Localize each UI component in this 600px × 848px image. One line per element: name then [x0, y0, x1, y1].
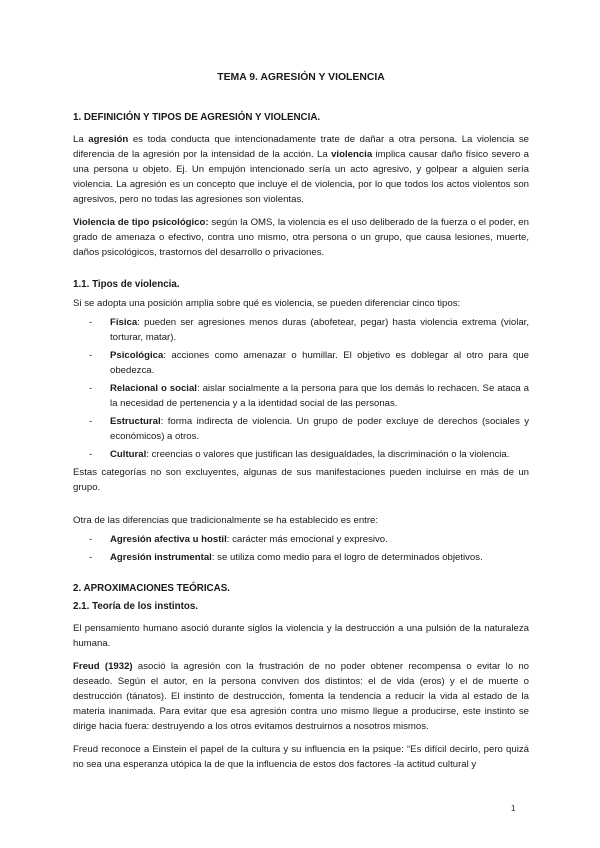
section-2-heading: 2. APROXIMACIONES TEÓRICAS.	[73, 583, 230, 594]
document-page	[73, 70, 529, 780]
list-item: - Cultural: creencias o valores que justifican las desigualdades, la discriminación o la violencia.	[89, 449, 510, 460]
paragraph-einstein: Freud reconoce a Einstein el papel de la cultura y su influencia en la psique: “Es difícil decirlo, pero quizá no sea una esperanza utópica la de que la influencia de estos dos factores -la actitud cultural y	[73, 744, 529, 770]
list-item: - Física: pueden ser agresiones menos duras (abofetear, pegar) hasta violencia extrema (violar, torturar, matar).	[89, 317, 529, 343]
list-item: - Agresión afectiva u hostil: carácter más emocional y expresivo.	[89, 534, 388, 545]
aggression-types-list	[73, 532, 529, 565]
types-intro: Si se adopta una posición amplia sobre qué es violencia, se pueden diferenciar cinco tipos:	[73, 298, 461, 309]
list-item: - Estructural: forma indirecta de violencia. Un grupo de poder excluye de derechos (sociales y económicos) a otros.	[89, 416, 529, 442]
paragraph-freud: Freud (1932) asoció la agresión con la frustración de no poder obtener recompensa o evitar lo no deseado. Según el autor, en la persona conviven dos distintos: el de vida (eros) y el de muerte o destrucción (tánatos). El instinto de destrucción, fomenta la tendencia a reducir la vida al estado de la materia inanimada. Para evitar que esa agresión contra uno mismo llegue a producirse, este instinto se dirige hacia fuera: destruyendo a los otros evitamos destruirnos a nosotros mismos.	[73, 661, 529, 732]
list-item: - Agresión instrumental: se utiliza como medio para el logro de determinados objetivos.	[89, 552, 483, 563]
paragraph-instincts: El pensamiento humano asoció durante siglos la violencia y la destrucción a una pulsión de la naturaleza humana.	[73, 623, 529, 649]
section-1-heading: 1. DEFINICIÓN Y TIPOS DE AGRESIÓN Y VIOLENCIA.	[73, 112, 321, 123]
types-outro: Estas categorías no son excluyentes, algunas de sus manifestaciones pueden incluirse en más de un grupo.	[73, 467, 529, 493]
list-item: - Psicológica: acciones como amenazar o humillar. El objetivo es doblegar al otro para que obedezca.	[89, 350, 529, 376]
page-number: 1	[511, 804, 516, 813]
paragraph-definition: La agresión es toda conducta que intencionadamente trate de dañar a otra persona. La violencia se diferencia de la agresión por la intensidad de la acción. La violencia implica causar daño físico severo a una persona u objeto. Ej. Un empujón intencionado sería un acto agresivo, y golpear a alguien sería violencia. La agresión es un concepto que incluye el de violencia, por lo que todos los actos violentos son agresivos, pero no todas las agresiones son violentas.	[73, 134, 529, 205]
document-title: TEMA 9. AGRESIÓN Y VIOLENCIA	[217, 72, 385, 83]
paragraph-psychological-violence: Violencia de tipo psicológico: según la OMS, la violencia es el uso deliberado de la fuerza o el poder, en grado de amenaza o efectivo, contra uno mismo, otra persona o un grupo, que causa lesiones, muerte, daños psicológicos, trastornos del desarrollo o privaciones.	[73, 217, 529, 258]
differences-intro: Otra de las diferencias que tradicionalmente se ha establecido es entre:	[73, 515, 379, 526]
section-1-1-heading: 1.1. Tipos de violencia.	[73, 279, 180, 290]
list-item: - Relacional o social: aislar socialmente a la persona para que los demás lo rechacen. Se ataca a la necesidad de pertenencia y a la identidad social de las personas.	[89, 383, 529, 409]
violence-types-list	[73, 315, 529, 462]
section-2-1-heading: 2.1. Teoría de los instintos.	[73, 601, 199, 612]
